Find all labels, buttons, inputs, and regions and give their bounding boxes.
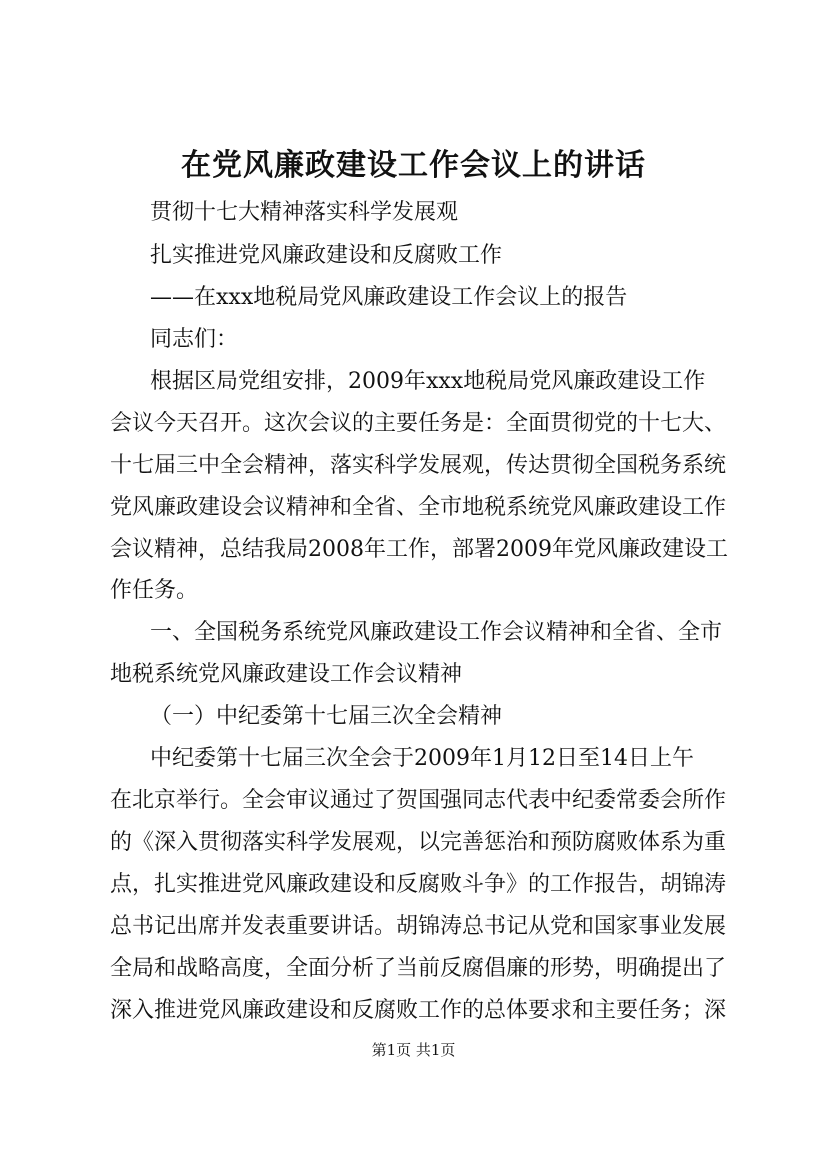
paragraph-line: 十七届三中全会精神，落实科学发展观，传达贯彻全国税务系统: [110, 453, 727, 478]
paragraph-line: 根据区局党组安排，2009年xxx地税局党风廉政建设工作: [150, 369, 706, 394]
paragraph-line: 深入推进党风廉政建设和反腐败工作的总体要求和主要任务；深: [110, 998, 727, 1023]
paragraph-line: 总书记出席并发表重要讲话。胡锦涛总书记从党和国家事业发展: [110, 914, 727, 939]
paragraph-line: 点，扎实推进党风廉政建设和反腐败斗争》的工作报告，胡锦涛: [110, 872, 727, 897]
paragraph-line: 在北京举行。全会审议通过了贺国强同志代表中纪委常委会所作: [110, 788, 727, 813]
salutation: 同志们：: [150, 327, 239, 352]
subsection-heading: （一）中纪委第十七届三次全会精神: [150, 704, 503, 729]
paragraph-line: 全局和战略高度，全面分析了当前反腐倡廉的形势，明确提出了: [110, 956, 727, 981]
paragraph-line: 作任务。: [110, 578, 199, 603]
page-title: 在党风廉政建设工作会议上的讲话: [181, 148, 646, 183]
page-footer: 第1页 共1页: [371, 1041, 456, 1059]
subtitle-line-1: 贯彻十七大精神落实科学发展观: [150, 200, 459, 225]
paragraph-line: 党风廉政建设会议精神和全省、全市地税系统党风廉政建设工作: [110, 495, 727, 520]
subtitle-line-3: ——在xxx地税局党风廉政建设工作会议上的报告: [150, 285, 628, 310]
paragraph-line: 会议精神，总结我局2008年工作，部署2009年党风廉政建设工: [110, 537, 728, 562]
subtitle-line-2: 扎实推进党风廉政建设和反腐败工作: [150, 243, 503, 268]
paragraph-line: 的《深入贯彻落实科学发展观，以完善惩治和预防腐败体系为重: [110, 830, 727, 855]
paragraph-line: 会议今天召开。这次会议的主要任务是：全面贯彻党的十七大、: [110, 411, 727, 436]
section-heading-line: 地税系统党风廉政建设工作会议精神: [110, 662, 463, 687]
paragraph-line: 中纪委第十七届三次全会于2009年1月12日至14日上午: [150, 746, 694, 771]
section-heading-line: 一、全国税务系统党风廉政建设工作会议精神和全省、全市: [150, 620, 723, 645]
